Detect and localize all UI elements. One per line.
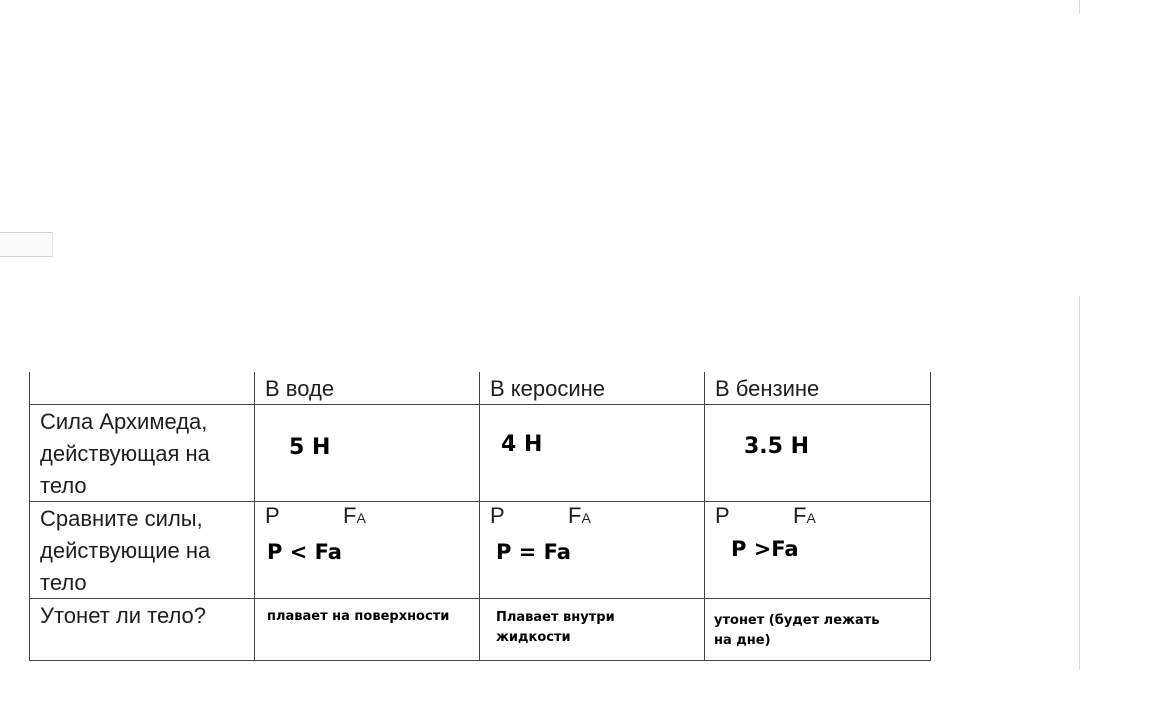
sink-cell-petrol <box>705 599 931 661</box>
sink-cell-kerosene <box>480 599 705 661</box>
handwritten-comparison: P = Fa <box>496 540 571 564</box>
table-row-will-sink <box>30 599 931 661</box>
weight-symbol: P <box>265 503 280 528</box>
printed-force-symbols <box>715 503 816 529</box>
row-label-compare-forces <box>30 502 255 599</box>
row-label-line: тело <box>40 473 87 498</box>
archimedes-symbol: FA <box>343 503 366 528</box>
compare-cell-water <box>255 502 480 599</box>
compare-cell-kerosene <box>480 502 705 599</box>
row-label-line: Сравните силы, <box>40 506 203 531</box>
handwritten-force-value: 4 Н <box>501 432 543 457</box>
column-header: В керосине <box>490 376 606 401</box>
page-edge-line-top <box>1079 0 1080 14</box>
row-label-line: действующие на <box>40 538 211 563</box>
printed-force-symbols <box>265 503 366 529</box>
header-cell-water <box>255 372 480 405</box>
handwritten-answer: жидкости <box>496 630 571 645</box>
printed-force-symbols <box>490 503 591 529</box>
row-label-line: тело <box>40 570 87 595</box>
archimedes-symbol: FA <box>568 503 591 528</box>
handwritten-comparison: P < Fa <box>267 540 342 564</box>
table-row-archimedes-force <box>30 405 931 502</box>
handwritten-answer: плавает на поверхности <box>267 609 450 624</box>
row-label-archimedes-force <box>30 405 255 502</box>
physics-worksheet-table <box>29 372 931 661</box>
page-edge-line <box>1079 296 1080 670</box>
column-header: В бензине <box>715 376 820 401</box>
compare-cell-petrol <box>705 502 931 599</box>
handwritten-force-value: 5 Н <box>289 435 331 460</box>
table-header-row <box>30 372 931 405</box>
weight-symbol: P <box>715 503 730 528</box>
row-label-line: Сила Архимеда, <box>40 409 208 434</box>
row-label-will-sink <box>30 599 255 661</box>
handwritten-answer: утонет (будет лежать <box>714 613 880 628</box>
column-header: В воде <box>265 376 335 401</box>
row-label-line: действующая на <box>40 441 210 466</box>
handwritten-answer: Плавает внутри <box>496 610 615 625</box>
scrollbar-stub <box>0 232 53 257</box>
header-cell-empty <box>30 372 255 405</box>
force-cell-water <box>255 405 480 502</box>
archimedes-symbol: FA <box>793 503 816 528</box>
handwritten-comparison: P >Fa <box>731 537 799 561</box>
header-cell-kerosene <box>480 372 705 405</box>
header-cell-petrol <box>705 372 931 405</box>
force-cell-petrol <box>705 405 931 502</box>
table-row-compare-forces <box>30 502 931 599</box>
weight-symbol: P <box>490 503 505 528</box>
force-cell-kerosene <box>480 405 705 502</box>
handwritten-force-value: 3.5 Н <box>744 434 810 459</box>
sink-cell-water <box>255 599 480 661</box>
handwritten-answer: на дне) <box>714 633 771 648</box>
row-label-line: Утонет ли тело? <box>40 603 207 628</box>
